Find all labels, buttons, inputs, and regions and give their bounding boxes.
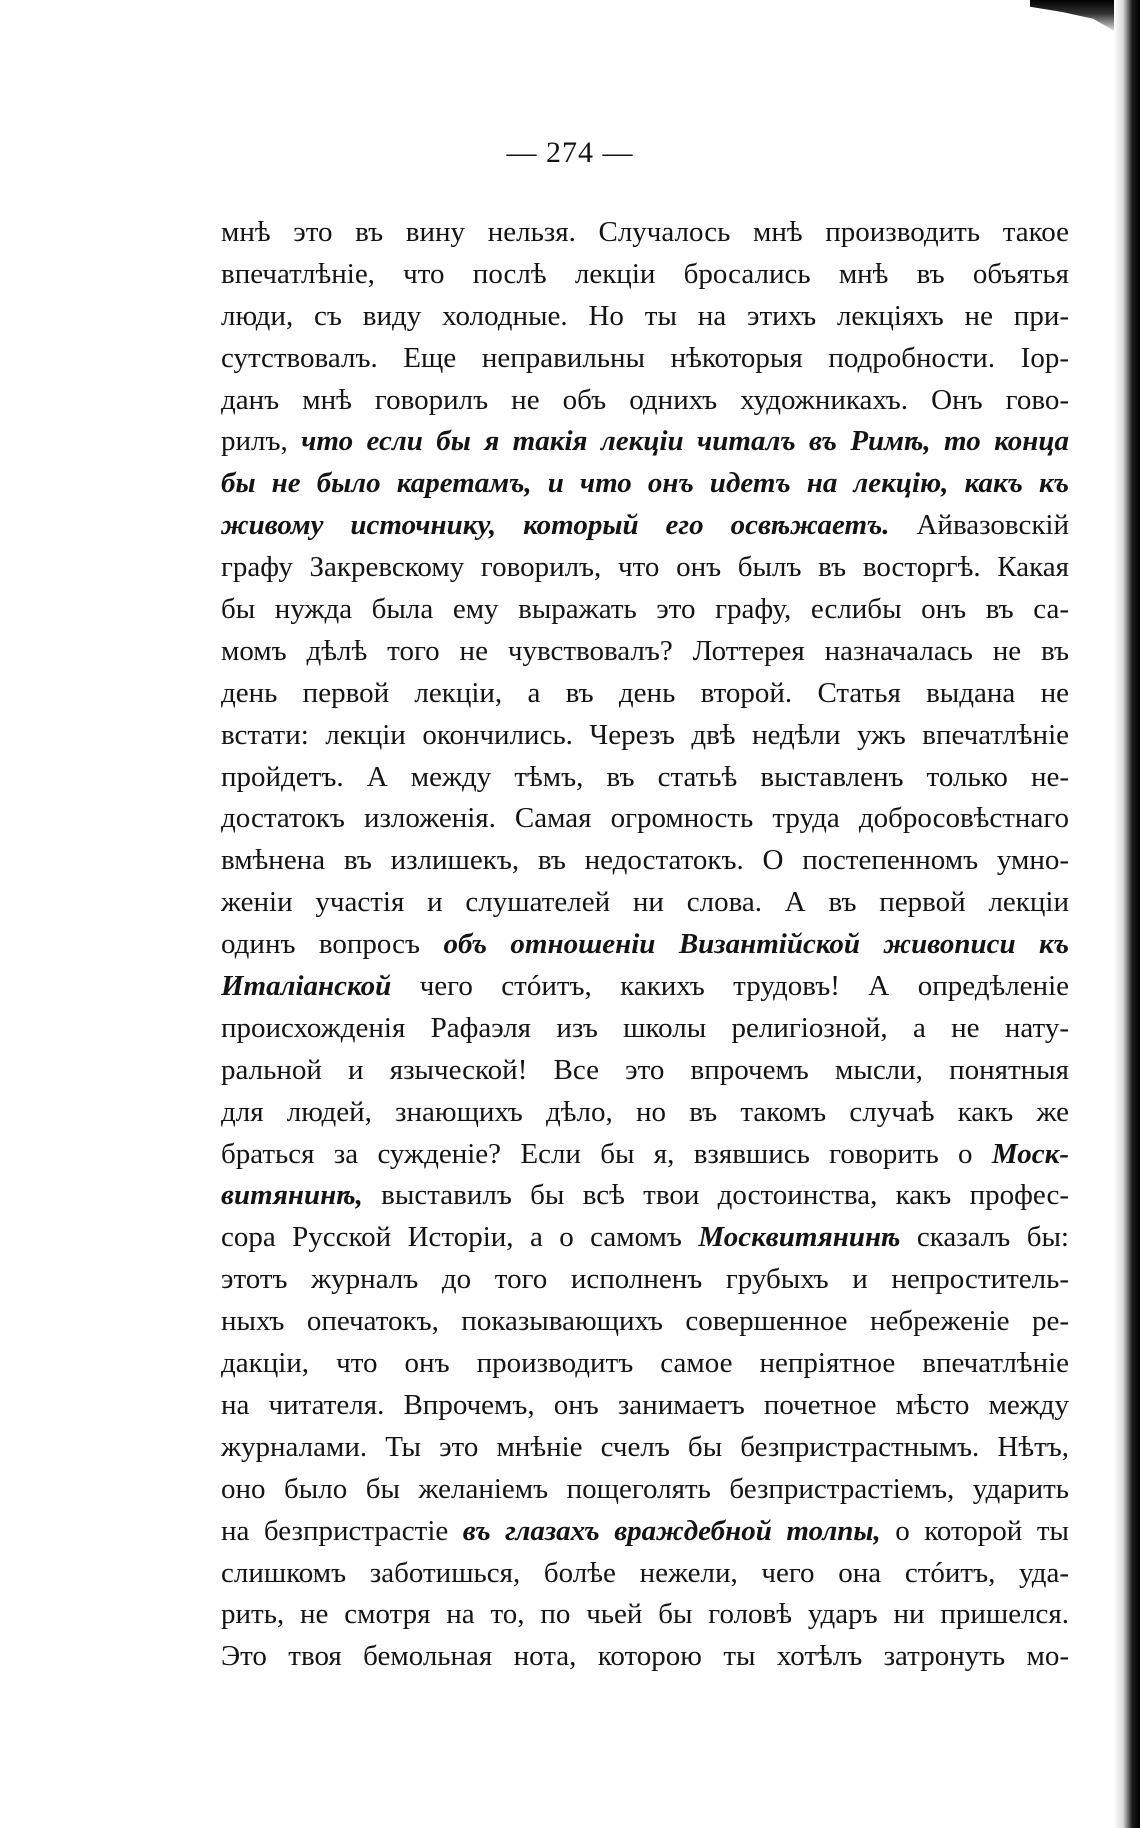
text-line [221, 1301, 1069, 1343]
text-line [221, 1175, 1069, 1217]
body-text [221, 212, 1069, 1678]
text-segment: бы нужда была ему выражать это графу, еслибы онъ въ са- [221, 593, 1069, 626]
text-segment: сора Русской Исторіи, а о самомъ [221, 1221, 699, 1254]
text-segment: вмѣнена въ излишекъ, въ недостатокъ. О постепенномъ умно- [221, 844, 1069, 877]
text-segment: рить, не смотря на то, по чьей бы головѣ ударъ ни пришелся. [221, 1598, 1069, 1631]
text-line [221, 840, 1069, 882]
italic-text: витянинѣ, [221, 1179, 363, 1212]
text-segment: происхожденія Рафаэля изъ школы религіозной, а не нату- [221, 1011, 1069, 1044]
text-line [221, 1008, 1069, 1050]
text-segment: чего стóитъ, какихъ трудовъ! А опредѣленіе [391, 970, 1069, 1003]
text-line [221, 1594, 1069, 1636]
text-line [221, 463, 1069, 505]
italic-text: бы не было каретамъ, и что онъ идетъ на лекцію, какъ къ [221, 467, 1069, 500]
text-line [221, 380, 1069, 422]
text-segment: момъ дѣлѣ того не чувствовалъ? Лоттерея назначалась не въ [221, 634, 1069, 667]
text-segment: сутствовалъ. Еще неправильны нѣкоторыя подробности. Іор- [221, 341, 1069, 374]
text-line [221, 882, 1069, 924]
text-segment: этотъ журналъ до того исполненъ грубыхъ и непроститель- [221, 1263, 1069, 1296]
text-segment: люди, съ виду холодные. Но ты на этихъ лекціяхъ не при- [221, 299, 1069, 332]
text-line [221, 1092, 1069, 1134]
text-segment: Это твоя бемольная нота, которою ты хотѣлъ затронуть мо- [221, 1640, 1069, 1673]
text-line [221, 1259, 1069, 1301]
text-segment: данъ мнѣ говорилъ не объ однихъ художникахъ. Онъ гово- [221, 383, 1069, 416]
text-line [221, 505, 1069, 547]
text-line [221, 338, 1069, 380]
text-segment: ныхъ опечатокъ, показывающихъ совершенное небреженіе ре- [221, 1305, 1069, 1338]
text-segment: пройдетъ. А между тѣмъ, въ статьѣ выставленъ только не- [221, 760, 1069, 793]
text-line [221, 1217, 1069, 1259]
text-line [221, 924, 1069, 966]
text-segment: оно было бы желаніемъ пощеголять безпристрастіемъ, ударить [221, 1472, 1069, 1505]
italic-text: что если бы я такія лекціи читалъ въ Римѣ, то конца [301, 425, 1069, 458]
text-segment: для людей, знающихъ дѣло, но въ такомъ случаѣ какъ же [221, 1095, 1069, 1128]
italic-text: объ отношеніи Византійской живописи къ [443, 928, 1069, 961]
text-line [221, 1134, 1069, 1176]
text-line [221, 1636, 1069, 1678]
italic-text: Москвитянинѣ [698, 1221, 901, 1254]
italic-text: Моск- [991, 1137, 1069, 1170]
text-segment: о которой ты [880, 1514, 1069, 1547]
text-line [221, 631, 1069, 673]
text-line [221, 1511, 1069, 1553]
text-line [221, 1469, 1069, 1511]
page-number: — 274 — [506, 136, 634, 169]
text-line [221, 1385, 1069, 1427]
text-line [221, 547, 1069, 589]
text-line [221, 296, 1069, 338]
text-segment: женіи участія и слушателей ни слова. А въ первой лекціи [221, 886, 1069, 919]
scan-edge-shadow [1114, 0, 1140, 1828]
text-segment: браться за сужденіе? Если бы я, взявшись говорить о [221, 1137, 992, 1170]
text-segment: журналами. Ты это мнѣніе счелъ бы безпристрастнымъ. Нѣтъ, [221, 1430, 1069, 1463]
text-segment: впечатлѣніе, что послѣ лекціи бросались мнѣ въ объятья [221, 257, 1069, 290]
text-line [221, 1427, 1069, 1469]
text-segment: выставилъ бы всѣ твои достоинства, какъ профес- [362, 1179, 1069, 1212]
italic-text: въ глазахъ враждебной толпы, [462, 1514, 881, 1547]
text-segment: мнѣ это въ вину нельзя. Случалось мнѣ производить такое [221, 216, 1069, 248]
text-segment: Айвазовскій [889, 509, 1069, 542]
text-segment: дакціи, что онъ производитъ самое непріятное впечатлѣніе [221, 1347, 1069, 1380]
text-line [221, 1343, 1069, 1385]
text-line [221, 673, 1069, 715]
text-segment: сказалъ бы: [900, 1221, 1069, 1254]
text-line [221, 421, 1069, 463]
text-line [221, 1553, 1069, 1595]
scan-edge-shadow-top [1030, 0, 1120, 34]
text-line [221, 589, 1069, 631]
text-line [221, 254, 1069, 296]
text-segment: день первой лекціи, а въ день второй. Статья выдана не [221, 676, 1069, 709]
italic-text: Италіанской [221, 970, 392, 1003]
text-segment: графу Закревскому говорилъ, что онъ былъ въ восторгѣ. Какая [221, 551, 1069, 584]
italic-text: живому источнику, который его освѣжаетъ. [221, 509, 890, 542]
text-segment: на безпристрастіе [221, 1514, 463, 1547]
text-line [221, 966, 1069, 1008]
text-line [221, 212, 1069, 254]
text-segment: слишкомъ заботишься, болѣе нежели, чего она стóитъ, уда- [221, 1556, 1069, 1589]
text-segment: на читателя. Впрочемъ, онъ занимаетъ почетное мѣсто между [221, 1388, 1069, 1421]
text-segment: достатокъ изложенія. Самая огромность труда добросовѣстнаго [221, 802, 1069, 835]
text-line [221, 1050, 1069, 1092]
text-segment: ральной и языческой! Все это впрочемъ мысли, понятныя [221, 1053, 1069, 1086]
text-line [221, 798, 1069, 840]
text-segment: одинъ вопросъ [221, 928, 444, 961]
text-line [221, 715, 1069, 757]
text-line [221, 757, 1069, 799]
text-segment: рилъ, [221, 425, 302, 458]
text-segment: встати: лекціи окончились. Черезъ двѣ недѣли ужъ впечатлѣніе [221, 718, 1069, 751]
